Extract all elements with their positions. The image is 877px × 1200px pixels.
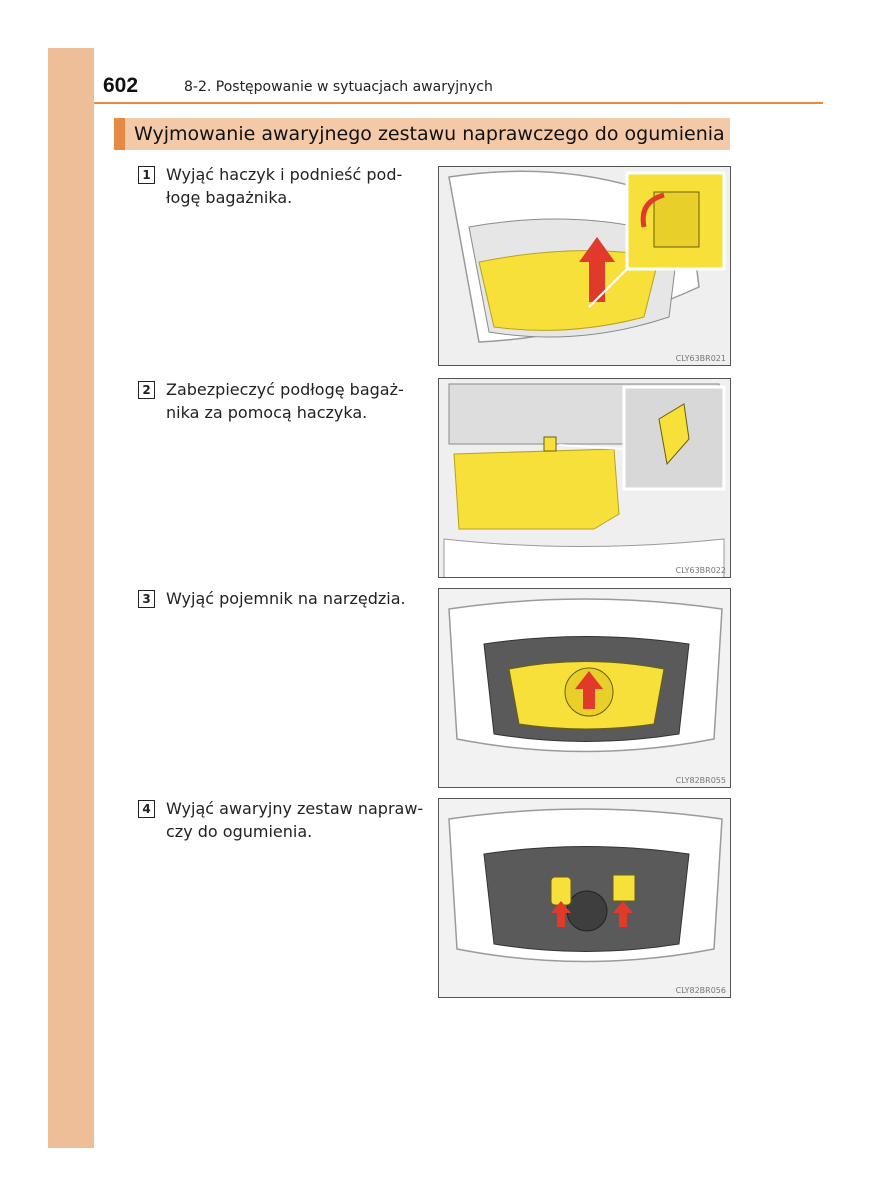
- section-title: Wyjmowanie awaryjnego zestawu naprawczego do ogumienia: [134, 123, 725, 145]
- repair-kit-illustration: [439, 799, 731, 998]
- step-text: Wyjąć haczyk i podnieść pod-łogę bagażnika.: [166, 165, 403, 207]
- step-number: 2: [138, 381, 155, 399]
- step-number: 1: [138, 166, 155, 184]
- step-text: Wyjąć awaryjny zestaw napraw-czy do ogumienia.: [166, 799, 424, 841]
- figure-code: CLY63BR022: [675, 566, 726, 575]
- step-number: 3: [138, 590, 155, 608]
- step-number: 4: [138, 800, 155, 818]
- section-heading: [114, 118, 730, 150]
- side-strip: [48, 48, 94, 1148]
- figure-tool-container: [438, 588, 731, 788]
- step-text: Zabezpieczyć podłogę bagaż-nika za pomocą haczyka.: [166, 380, 404, 422]
- step-text: Wyjąć pojemnik na narzędzia.: [166, 589, 406, 608]
- trunk-floor-illustration: [439, 167, 731, 366]
- figure-code: CLY82BR056: [675, 986, 726, 995]
- figure-code: CLY63BR021: [675, 354, 726, 363]
- figure-lift-floor: [438, 166, 731, 366]
- chapter-header: 8-2. Postępowanie w sytuacjach awaryjnych: [184, 79, 493, 95]
- figure-code: CLY82BR055: [675, 776, 726, 785]
- header-rule: [94, 102, 823, 104]
- figure-secure-floor: [438, 378, 731, 578]
- trunk-hook-illustration: [439, 379, 731, 578]
- tool-container-illustration: [439, 589, 731, 788]
- page-number: 602: [103, 74, 139, 97]
- figure-repair-kit: [438, 798, 731, 998]
